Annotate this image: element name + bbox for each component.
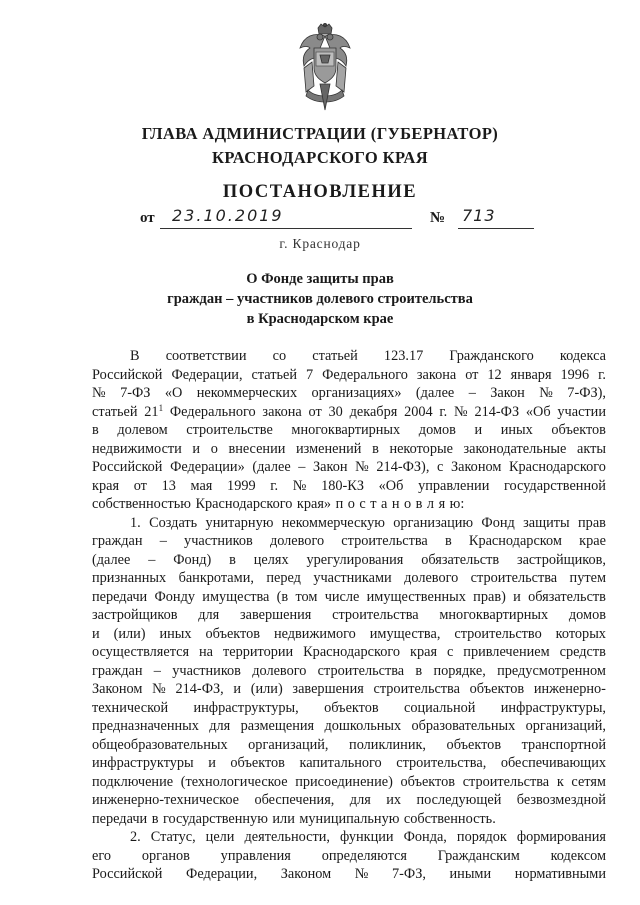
number-underline xyxy=(458,228,534,229)
body-line: инженерно-техническое обеспечения, для их последующей безвозмездной xyxy=(92,792,606,808)
document-body xyxy=(92,347,606,884)
body-line: технической инфраструктуры, объектов социальной инфраструктуры, xyxy=(92,699,606,716)
document-title-line1: О Фонде защиты прав xyxy=(246,271,394,287)
body-line: застройщиков для завершения строительства многоквартирных домов xyxy=(92,607,606,623)
document-title-line3: в Краснодарском крае xyxy=(246,311,394,327)
body-line: 2. Статус, цели деятельности, функции Фонда, порядок формирования xyxy=(130,829,606,845)
body-line: 1. Создать унитарную некоммерческую организацию Фонд защиты прав xyxy=(130,514,606,531)
body-line: статьей $21^1$ Федерального закона от 30 декабря 2004 г. № 214-ФЗ «Об участии xyxy=(92,402,606,420)
body-line: предназначенных для размещения дошкольных образовательных организаций, xyxy=(92,718,606,734)
document-number: 713 xyxy=(462,206,496,225)
body-line: недвижимости и о внесении изменений в некоторые законодательные акты xyxy=(92,440,606,457)
footnote-superscript: 1 xyxy=(158,402,164,413)
body-line: передачи Фонду имущества (в том числе имущественных прав) и обязательств xyxy=(92,588,606,605)
date-prefix: от xyxy=(140,210,155,226)
document-date: 23.10.2019 xyxy=(172,206,284,225)
body-line: Законом № 214-ФЗ, и (или) завершения строительства объектов инженерно- xyxy=(92,681,606,697)
body-line: Российской Федерации, Законом № 7-ФЗ, иными нормативными xyxy=(92,866,606,882)
date-underline xyxy=(160,228,412,229)
body-line: передачи в государственную или муниципальную собственность. xyxy=(92,810,496,827)
date-number-row xyxy=(140,207,535,233)
document-type-heading: ПОСТАНОВЛЕНИЕ xyxy=(222,182,418,202)
body-line: общеобразовательных организаций, поликлиник, объектов транспортной xyxy=(92,736,606,753)
body-line: граждан – участников долевого строительства в порядке, предусмотренном xyxy=(92,662,606,679)
body-line: № 7-ФЗ «О некоммерческих организациях» (далее – Закон № 7-ФЗ), xyxy=(92,385,606,401)
city-name: г. Краснодар xyxy=(279,236,361,251)
body-line: и (или) иных объектов недвижимого имущества, строительство которых xyxy=(92,625,606,642)
body-line: собственностью Краснодарского края» п о с т а н о в л я ю: xyxy=(92,496,465,512)
body-line: признанных банкротами, перед участниками долевого строительства путем xyxy=(92,570,606,586)
body-line: в долевом строительстве многоквартирных домов и иных объектов xyxy=(92,422,606,438)
body-line: граждан – участников долевого строительства в Краснодарском крае xyxy=(92,533,606,549)
coat-of-arms-emblem xyxy=(290,22,360,112)
authority-title-line1: ГЛАВА АДМИНИСТРАЦИИ (ГУБЕРНАТОР) xyxy=(141,124,499,143)
body-line: (далее – Фонд) в целях урегулирования обязательств застройщиков, xyxy=(92,551,606,568)
document-title-line2: граждан – участников долевого строительства xyxy=(167,291,473,307)
body-line: его органов управления определяются Гражданским кодексом xyxy=(92,847,606,864)
body-line: осуществляется на территории Краснодарского края с привлечением средств xyxy=(92,644,606,660)
body-line: края от 13 мая 1999 г. № 180-КЗ «Об управлении государственной xyxy=(92,477,606,494)
body-line: Российской Федерации, статьей 7 Федерального закона от 12 января 1996 г. xyxy=(92,366,606,383)
number-prefix: № xyxy=(430,210,446,226)
body-line: подключение (технологическое присоединение) объектов строительства к сетям xyxy=(92,773,606,790)
body-line: Российской Федерации» (далее – Закон № 214-ФЗ), с Законом Краснодарского xyxy=(92,459,606,475)
body-line: инфраструктуры и объектов капитального строительства, обеспечивающих xyxy=(92,755,606,771)
body-line: В соответствии со статьей 123.17 Гражданского кодекса xyxy=(130,348,606,364)
authority-title-line2: КРАСНОДАРСКОГО КРАЯ xyxy=(211,148,429,167)
